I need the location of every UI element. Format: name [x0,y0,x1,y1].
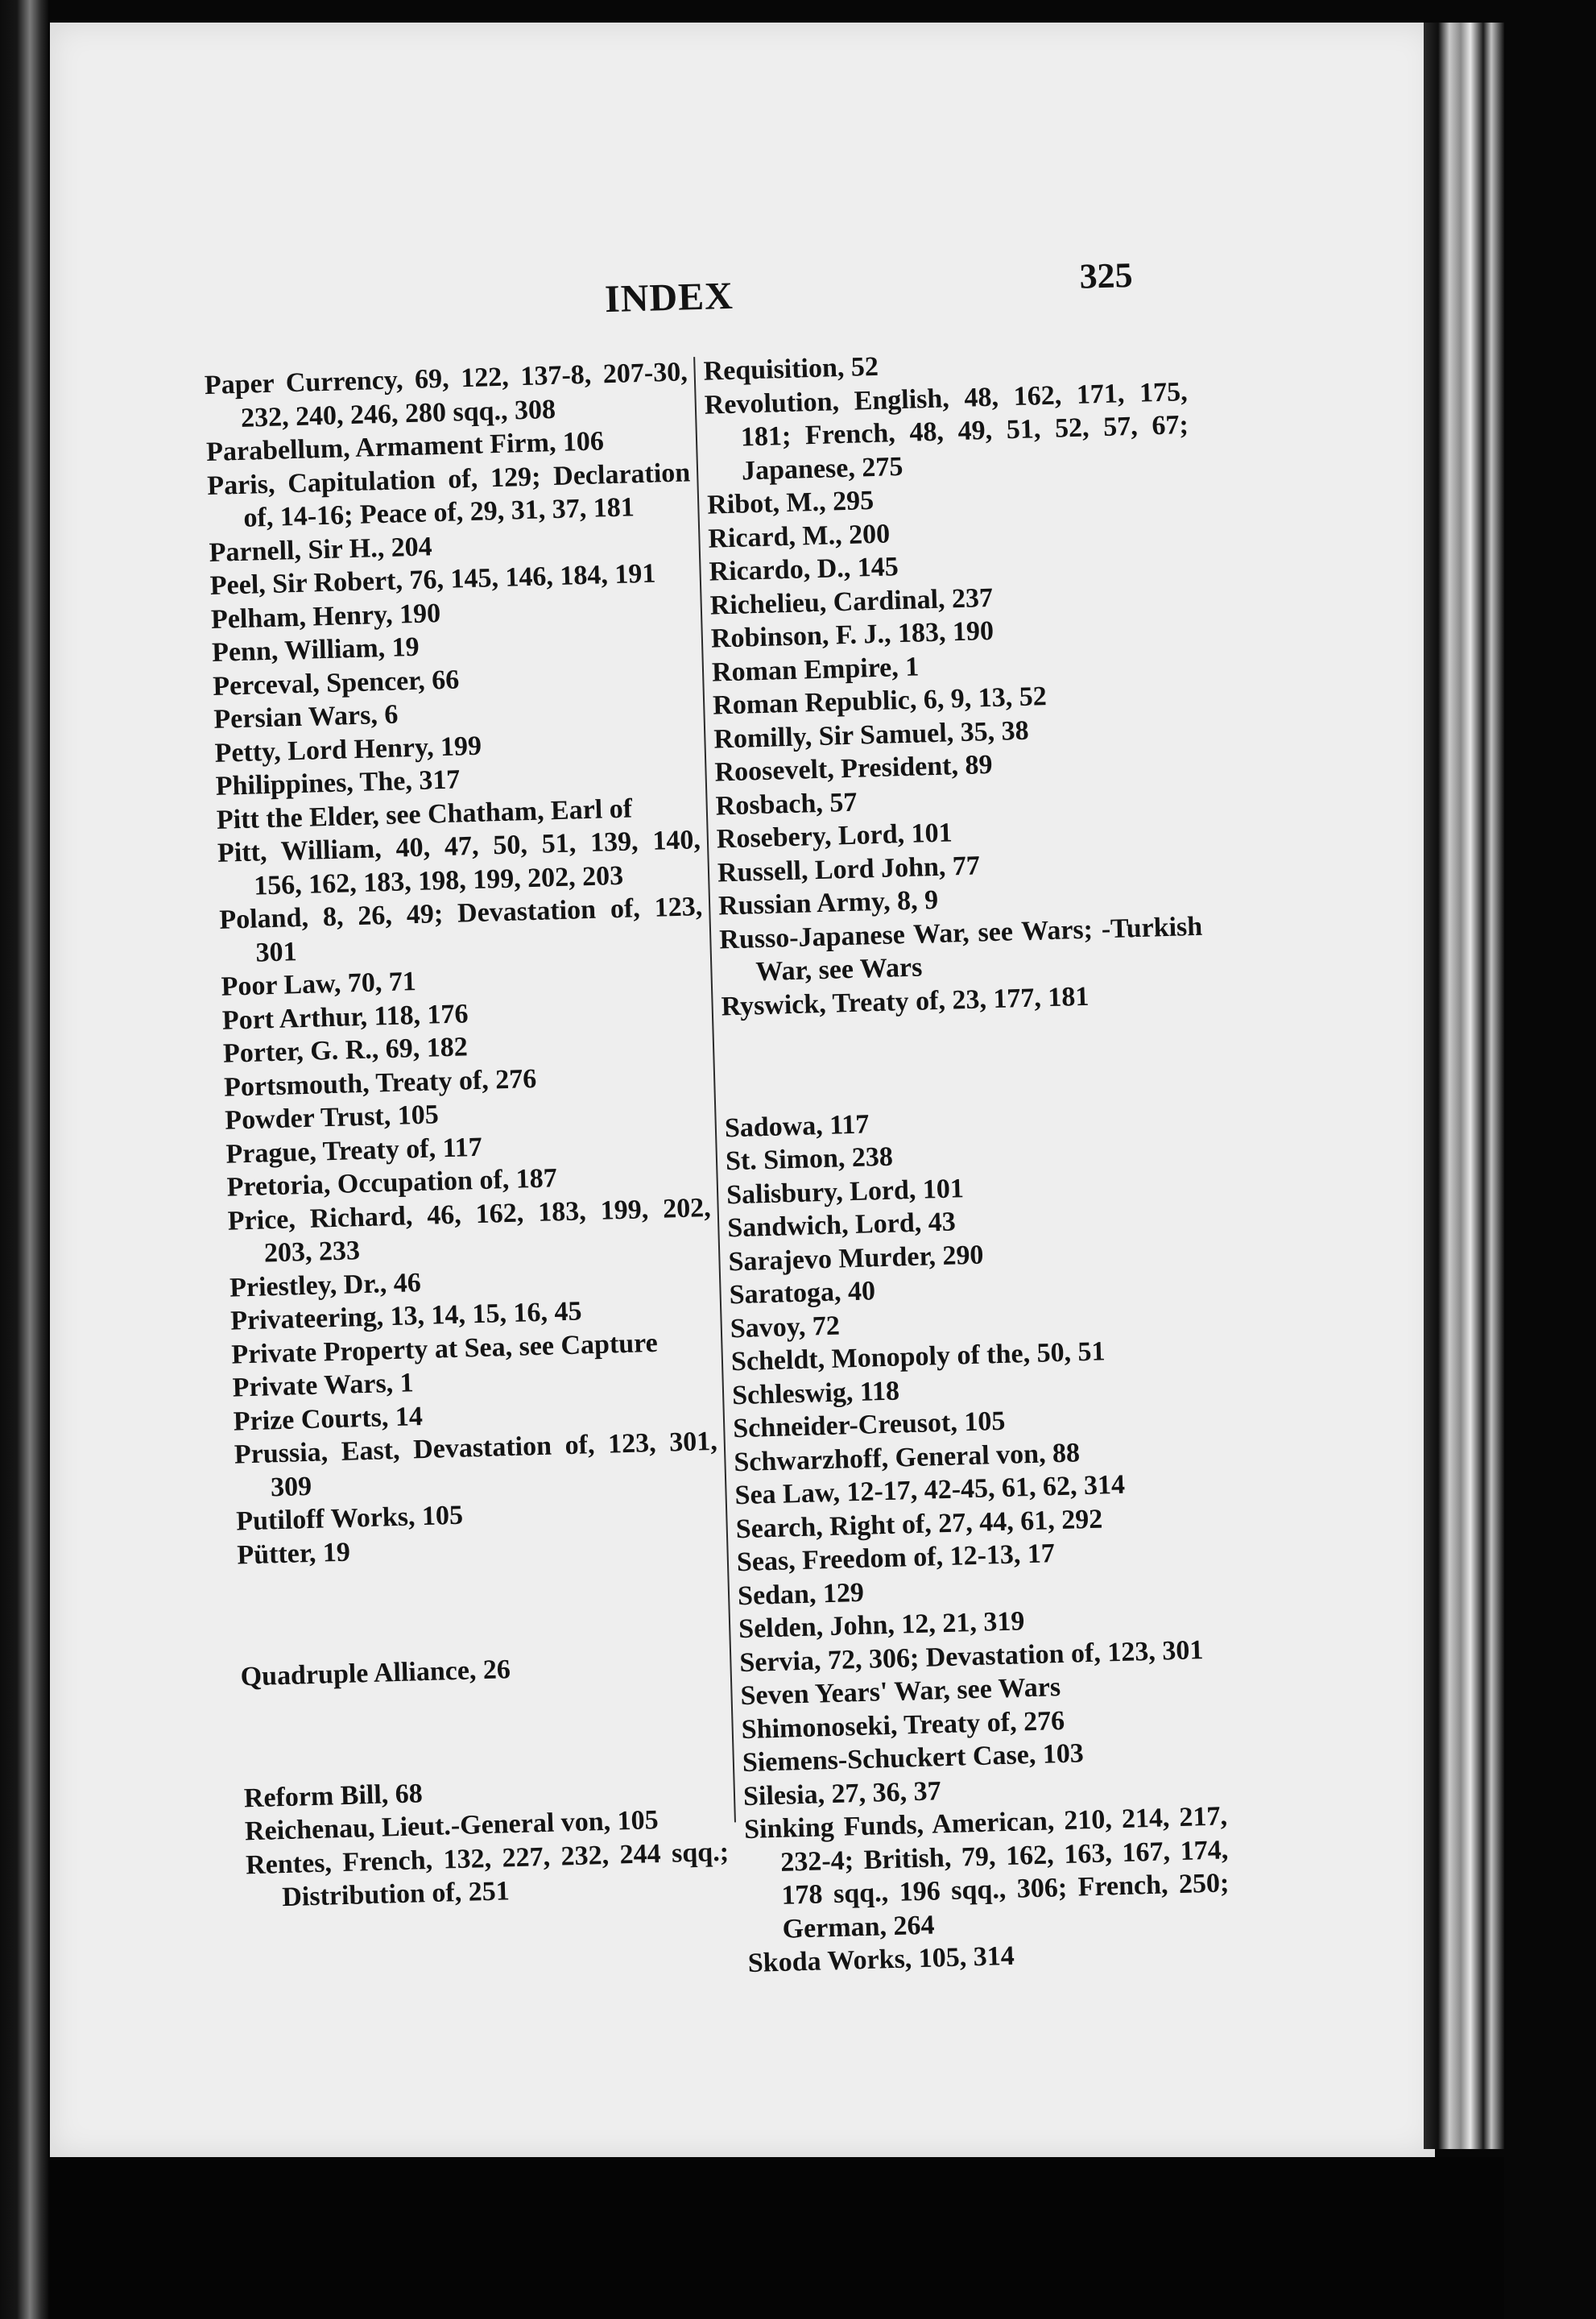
index-entry: Privateering, 13, 14, 15, 16, 45 [229,1296,582,1336]
index-entry: Rosebery, Lord, 101 [716,818,953,855]
index-entry: Rosbach, 57 [715,787,858,822]
index-entry: Price, Richard, 46, 162, 183, 199, 202, 203, 233 [227,1192,712,1269]
scan-background-bottom [50,2157,1504,2319]
index-entry: Schneider-Creusot, 105 [732,1406,1006,1444]
page-edges-right [1424,23,1504,2149]
index-entry: Priestley, Dr., 46 [229,1267,422,1303]
index-entry: Private Property at Sea, see Capture [230,1327,659,1370]
index-entry: Seven Years' War, see Wars [740,1672,1061,1712]
index-entry: Powder Trust, 105 [224,1099,440,1136]
index-entry: Siemens-Schuckert Case, 103 [742,1738,1085,1779]
index-entry: Persian Wars, 6 [213,699,399,735]
index-entry: Richelieu, Cardinal, 237 [709,582,994,621]
index-entry: Search, Right of, 27, 44, 61, 292 [735,1504,1103,1544]
index-entry: Pitt the Elder, see Chatham, Earl of [216,793,633,835]
index-entry: Prussia, East, Devastation of, 123, 301, 309 [234,1426,718,1502]
index-entry: Ricard, M., 200 [707,518,891,554]
index-entry: Selden, John, 12, 21, 319 [738,1606,1025,1645]
index-entry: Robinson, F. J., 183, 190 [710,615,994,654]
index-entry: Poor Law, 70, 71 [221,967,417,1002]
index-entry: Sea Law, 12-17, 42-45, 61, 62, 314 [734,1469,1126,1511]
index-entry: Pretoria, Occupation of, 187 [226,1163,558,1203]
index-entry: Sedan, 129 [737,1577,865,1611]
index-entry: Schwarzhoff, General von, 88 [733,1437,1081,1477]
index-entry: Servia, 72, 306; Devastation of, 123, 301 [738,1634,1204,1678]
index-entry: Skoda Works, 105, 314 [747,1940,1015,1979]
entry-spacer [238,1586,722,1633]
index-entry: Sadowa, 117 [724,1108,870,1143]
index-entry: Russo-Japanese War, see Wars; -Turkish War, see Wars [718,911,1203,988]
entry-spacer [242,1708,726,1754]
index-entry: Pütter, 19 [236,1537,351,1571]
index-column-right [703,342,1231,1980]
index-entry: Savoy, 72 [730,1311,841,1344]
index-entry: Paper Currency, 69, 122, 137-8, 207-30, 232, 240, 246, 280 sqq., 308 [204,357,688,433]
index-entry: Sarajevo Murder, 290 [728,1240,984,1277]
entry-spacer [722,1037,1206,1084]
index-entry: Rentes, French, 132, 227, 232, 244 sqq.; Distribution of, 251 [245,1837,730,1913]
index-column-left [204,355,730,1915]
index-entry: Ricardo, D., 145 [709,552,899,587]
index-entry: Parnell, Sir H., 204 [209,531,433,568]
index-entry: Romilly, Sir Samuel, 35, 38 [713,715,1030,755]
index-entry: Prize Courts, 14 [233,1401,424,1437]
index-entry: Peel, Sir Robert, 76, 145, 146, 184, 191 [209,558,656,601]
index-entry: Requisition, 52 [703,351,879,387]
index-entry: Poland, 8, 26, 49; Devastation of, 123, 301 [218,892,703,968]
index-entry: Pitt, William, 40, 47, 50, 51, 139, 140, 156, 162, 183, 198, 199, 202, 203 [217,825,701,901]
index-entry: Petty, Lord Henry, 199 [214,731,482,768]
index-entry: Reichenau, Lieut.-General von, 105 [244,1805,659,1847]
index-entry: Ryswick, Treaty of, 23, 177, 181 [721,981,1089,1021]
index-entry: Sinking Funds, American, 210, 214, 217, 232-4; British, 79, 162, 163, 167, 174, 178 sqq., 196 sqq., 306; French, 250; German, 264 [743,1801,1230,1944]
index-entry: Sandwich, Lord, 43 [726,1207,957,1244]
index-entry: Revolution, English, 48, 162, 171, 175, 181; French, 48, 49, 51, 52, 57, 67; Japanese, 275 [704,376,1189,487]
index-entry: Roman Empire, 1 [711,651,920,688]
index-entry: Port Arthur, 118, 176 [221,998,469,1036]
index-entry: Roosevelt, President, 89 [714,749,993,788]
index-entry: Scheldt, Monopoly of the, 50, 51 [730,1336,1106,1377]
index-entry: Pelham, Henry, 190 [210,598,441,635]
index-entry: Silesia, 27, 36, 37 [742,1775,942,1812]
index-entry: Porter, G. R., 69, 182 [222,1032,469,1069]
index-entry: Shimonoseki, Treaty of, 276 [741,1705,1065,1745]
index-entry: Russell, Lord John, 77 [717,850,981,888]
index-entry: Saratoga, 40 [729,1276,876,1311]
index-entry: Putiloff Works, 105 [235,1500,464,1537]
book-spine-left [0,0,48,2319]
index-entry: St. Simon, 238 [725,1141,894,1177]
index-entry: Parabellum, Armament Firm, 106 [205,426,605,468]
page-number: 325 [1078,255,1134,296]
index-entry: Reform Bill, 68 [243,1778,424,1813]
index-entry: Schleswig, 118 [731,1375,900,1410]
index-entry: Perceval, Spencer, 66 [212,664,460,702]
index-entry: Roman Republic, 6, 9, 13, 52 [712,681,1048,721]
index-entry: Russian Army, 8, 9 [717,884,939,921]
index-entry: Paris, Capitulation of, 129; Declaration of, 14-16; Peace of, 29, 31, 37, 181 [206,457,691,533]
index-entry: Salisbury, Lord, 101 [726,1173,965,1210]
index-entry: Quadruple Alliance, 26 [240,1654,511,1692]
index-entry: Ribot, M., 295 [706,485,874,520]
index-entry: Seas, Freedom of, 12-13, 17 [736,1538,1056,1578]
index-page-content [201,251,1294,1979]
index-entry: Penn, William, 19 [211,632,420,668]
index-entry: Private Wars, 1 [232,1368,415,1403]
page-title: INDEX [604,274,734,321]
index-entry: Prague, Treaty of, 117 [225,1132,483,1170]
index-entry: Portsmouth, Treaty of, 276 [223,1063,537,1103]
index-entry: Philippines, The, 317 [215,764,461,801]
